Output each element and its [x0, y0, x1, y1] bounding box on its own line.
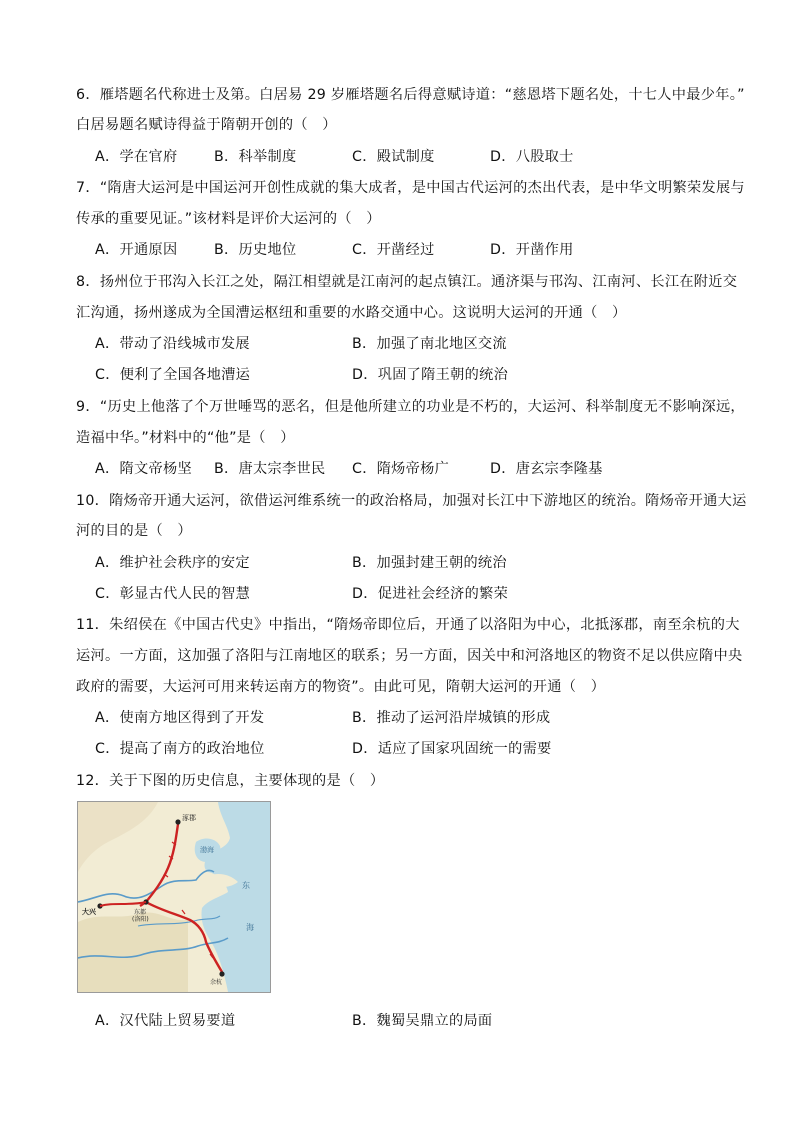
- question-9-line-2: 造福中华。”材料中的“他”是（ ）: [76, 430, 295, 446]
- question-11-option-b[interactable]: B．推动了运河沿岸城镇的形成: [352, 710, 551, 726]
- question-8-line-1: 8．扬州位于邗沟入长江之处，隔江相望就是江南河的起点镇江。通济渠与邗沟、江南河、长江在附近交: [76, 274, 738, 290]
- question-10-line-1: 10．隋炀帝开通大运河，欲借运河维系统一的政治格局，加强对长江中下游地区的统治。隋炀帝开通大运: [76, 493, 747, 509]
- question-11-option-a[interactable]: A．使南方地区得到了开发: [95, 710, 265, 726]
- question-9-option-c[interactable]: C．隋炀帝杨广: [352, 461, 450, 477]
- map-drawing: [78, 802, 270, 992]
- map-label-zhuojun: 涿郡: [182, 814, 196, 822]
- map-label-luoyang: [132, 908, 149, 923]
- sea-area: [201, 802, 270, 992]
- question-7-line-1: 7．“隋唐大运河是中国运河开创性成就的集大成者，是中国古代运河的杰出代表，是中华文明繁荣发展与: [76, 180, 745, 196]
- question-8-line-2: 汇沟通，扬州遂成为全国漕运枢纽和重要的水路交通中心。这说明大运河的开通（ ）: [76, 305, 627, 321]
- question-12-line-1: 12．关于下图的历史信息，主要体现的是（ ）: [76, 773, 385, 789]
- question-9-option-d[interactable]: D．唐玄宗李隆基: [490, 461, 603, 477]
- question-6-line-2: 白居易题名赋诗得益于隋朝开创的（ ）: [76, 117, 337, 133]
- question-12-option-a[interactable]: A．汉代陆上贸易要道: [95, 1013, 236, 1029]
- question-8-option-a[interactable]: A．带动了沿线城市发展: [95, 336, 250, 352]
- city-zhuojun: [175, 819, 180, 824]
- question-11-line-1: 11．朱绍侯在《中国古代史》中指出，“隋炀帝即位后，开通了以洛阳为中心，北抵涿郡，南至余杭的大: [76, 617, 740, 633]
- question-11-option-d[interactable]: D．适应了国家巩固统一的需要: [352, 741, 552, 757]
- question-12-option-b[interactable]: B．魏蜀吴鼎立的局面: [352, 1013, 493, 1029]
- question-11-option-c[interactable]: C．提高了南方的政治地位: [95, 741, 265, 757]
- question-11-line-3: 政府的需要，大运河可用来转运南方的物资”。由此可见，隋朝大运河的开通（ ）: [76, 679, 606, 695]
- question-6-line-1: 6．雁塔题名代称进士及第。白居易 29 岁雁塔题名后得意赋诗道：“慈恩塔下题名处，十七人中最少年。”: [76, 87, 745, 103]
- question-6-option-d[interactable]: D．八股取士: [490, 149, 574, 165]
- question-7-option-b[interactable]: B．历史地位: [214, 242, 297, 258]
- question-8-option-d[interactable]: D．巩固了隋王朝的统治: [352, 367, 509, 383]
- question-6-option-b[interactable]: B．科举制度: [214, 149, 297, 165]
- question-7-option-d[interactable]: D．开凿作用: [490, 242, 574, 258]
- grand-canal-map: [77, 801, 271, 993]
- question-10-line-2: 河的目的是（ ）: [76, 523, 192, 539]
- map-label-sea-hai: 海: [246, 923, 254, 932]
- question-9-line-1: 9．“历史上他落了个万世唾骂的恶名，但是他所建立的功业是不朽的，大运河、科举制度无不影响深远，: [76, 399, 745, 415]
- question-6-option-a[interactable]: A．学在官府: [95, 149, 178, 165]
- question-9-option-b[interactable]: B．唐太宗李世民: [214, 461, 326, 477]
- question-10-option-b[interactable]: B．加强封建王朝的统治: [352, 555, 507, 571]
- question-9-option-a[interactable]: A．隋文帝杨坚: [95, 461, 192, 477]
- question-8-option-b[interactable]: B．加强了南北地区交流: [352, 336, 507, 352]
- terrain-shading: [78, 912, 188, 992]
- question-7-option-a[interactable]: A．开通原因: [95, 242, 178, 258]
- question-6-option-c[interactable]: C．殿试制度: [352, 149, 435, 165]
- question-10-option-d[interactable]: D．促进社会经济的繁荣: [352, 586, 509, 602]
- yellow-river: [78, 870, 214, 902]
- terrain-shading-north: [78, 802, 158, 872]
- question-11-line-2: 运河。一方面，这加强了洛阳与江南地区的联系；另一方面，因关中和河洛地区的物资不足以供应隋中央: [76, 648, 743, 664]
- map-label-luoyang-line2: (洛阳): [132, 916, 149, 923]
- map-label-bohai: 渤海: [200, 846, 214, 854]
- map-label-sea-east: 东: [242, 881, 250, 890]
- weishui-canal: [100, 902, 146, 906]
- question-7-option-c[interactable]: C．开凿经过: [352, 242, 435, 258]
- map-label-daxing: 大兴: [82, 908, 96, 916]
- city-yuhang: [219, 971, 224, 976]
- question-10-option-a[interactable]: A．维护社会秩序的安定: [95, 555, 250, 571]
- map-label-luoyang-line1: 东都: [134, 909, 147, 916]
- question-10-option-c[interactable]: C．彰显古代人民的智慧: [95, 586, 251, 602]
- map-label-yuhang: 余杭: [210, 979, 223, 986]
- question-8-option-c[interactable]: C．便利了全国各地漕运: [95, 367, 251, 383]
- question-7-line-2: 传承的重要见证。”该材料是评价大运河的（ ）: [76, 211, 381, 227]
